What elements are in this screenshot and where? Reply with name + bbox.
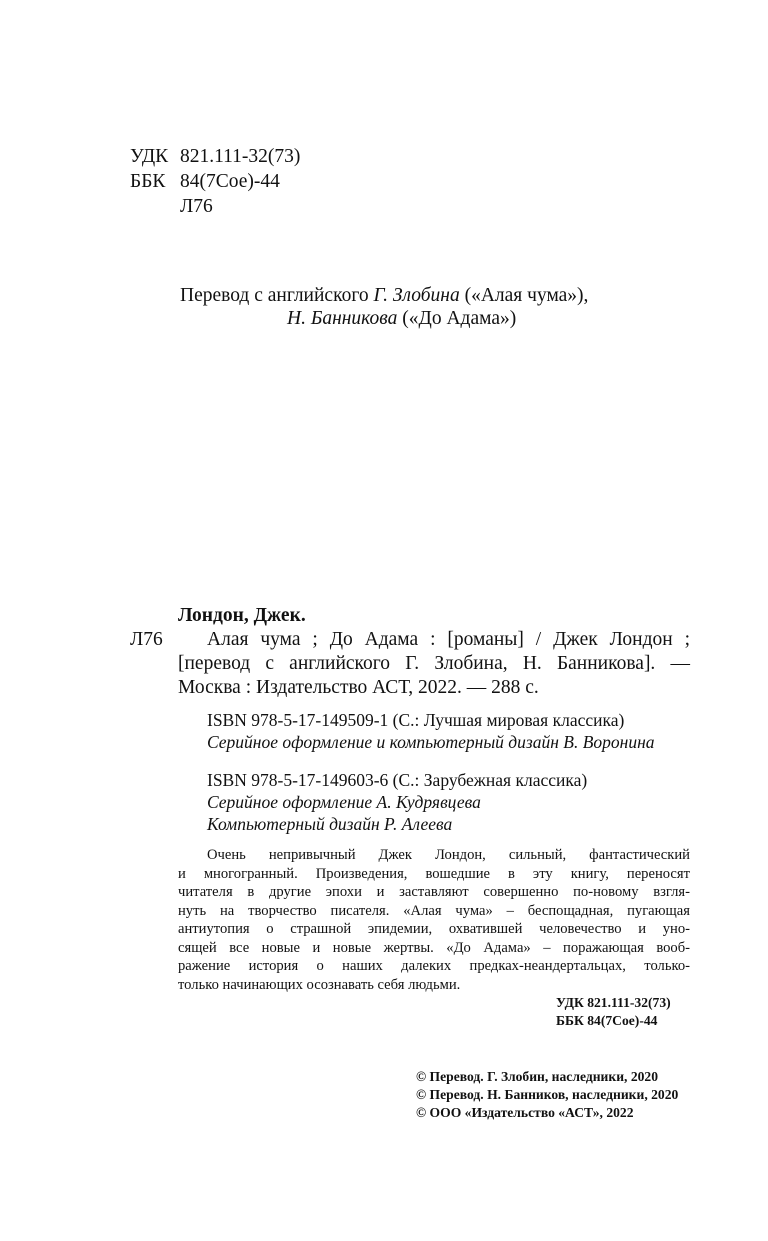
annotation-udk-code: УДК 821.111-32(73) (556, 995, 671, 1010)
annotation-bbk-code: ББК 84(7Сое)-44 (556, 1013, 658, 1028)
translator-1: Г. Злобина (373, 285, 460, 306)
isbn-2-credit-1: Серийное оформление А. Кудрявцева (207, 792, 481, 812)
catalog-title-line-1: Алая чума ; До Адама : [романы] / Джек Лондон ; (207, 629, 690, 650)
author-mark-card: Л76 (130, 629, 163, 650)
copyright-line-2: © Перевод. Н. Банников, наследники, 2020 (416, 1087, 679, 1102)
translation-line-2 (287, 307, 516, 331)
udk-value: 821.111-32(73) (180, 146, 301, 167)
translation-suffix-1: («Алая чума»), (459, 285, 589, 306)
annotation-line: Очень непривычный Джек Лондон, сильный, фантастический (207, 847, 690, 863)
copyright-line-1: © Перевод. Г. Злобин, наследники, 2020 (416, 1069, 659, 1084)
annotation-line: нуть на творчество писателя. «Алая чума» – беспощадная, пугающая (178, 902, 690, 919)
udk-row (130, 145, 300, 169)
bbk-value: 84(7Сое)-44 (180, 171, 280, 192)
translation-line-1 (180, 284, 588, 308)
isbn-1: ISBN 978-5-17-149509-1 (С.: Лучшая мировая классика) (207, 710, 625, 730)
isbn-1-credit-1: Серийное оформление и компьютерный дизайн В. Воронина (207, 732, 655, 752)
annotation-line: антиутопия о страшной эпидемии, охватившей человечество и уно- (178, 921, 690, 937)
catalog-title-line-3: Москва : Издательство АСТ, 2022. — 288 с. (178, 677, 539, 698)
author-heading: Лондон, Джек. (178, 605, 306, 626)
annotation-line: сящей все новые и новые жертвы. «До Адама» – поражающая вооб- (178, 939, 690, 956)
translation-suffix-2: («До Адама») (397, 308, 517, 329)
translation-prefix: Перевод с английского (180, 285, 374, 306)
copyright-line-3: © ООО «Издательство «АСТ», 2022 (416, 1105, 634, 1120)
udk-label: УДК (130, 146, 169, 167)
author-mark-top: Л76 (180, 196, 213, 217)
translator-2: Н. Банникова (287, 308, 398, 329)
bbk-label: ББК (130, 171, 166, 192)
isbn-2-credit-2: Компьютерный дизайн Р. Алеева (207, 814, 453, 834)
isbn-2: ISBN 978-5-17-149603-6 (С.: Зарубежная классика) (207, 770, 588, 790)
catalog-title-line-2: [перевод с английского Г. Злобина, Н. Банникова]. — (178, 653, 690, 674)
bbk-row (130, 170, 280, 194)
annotation-line: ражение история о наших далеких предках-неандертальцах, только- (178, 958, 690, 974)
annotation-line: читателя в другие эпохи и заставляют совершенно по-новому взгля- (178, 884, 690, 900)
annotation-line: и многогранный. Произведения, вошедшие в эту книгу, переносят (178, 865, 690, 882)
annotation-line: только начинающих осознавать себя людьми. (178, 976, 461, 993)
